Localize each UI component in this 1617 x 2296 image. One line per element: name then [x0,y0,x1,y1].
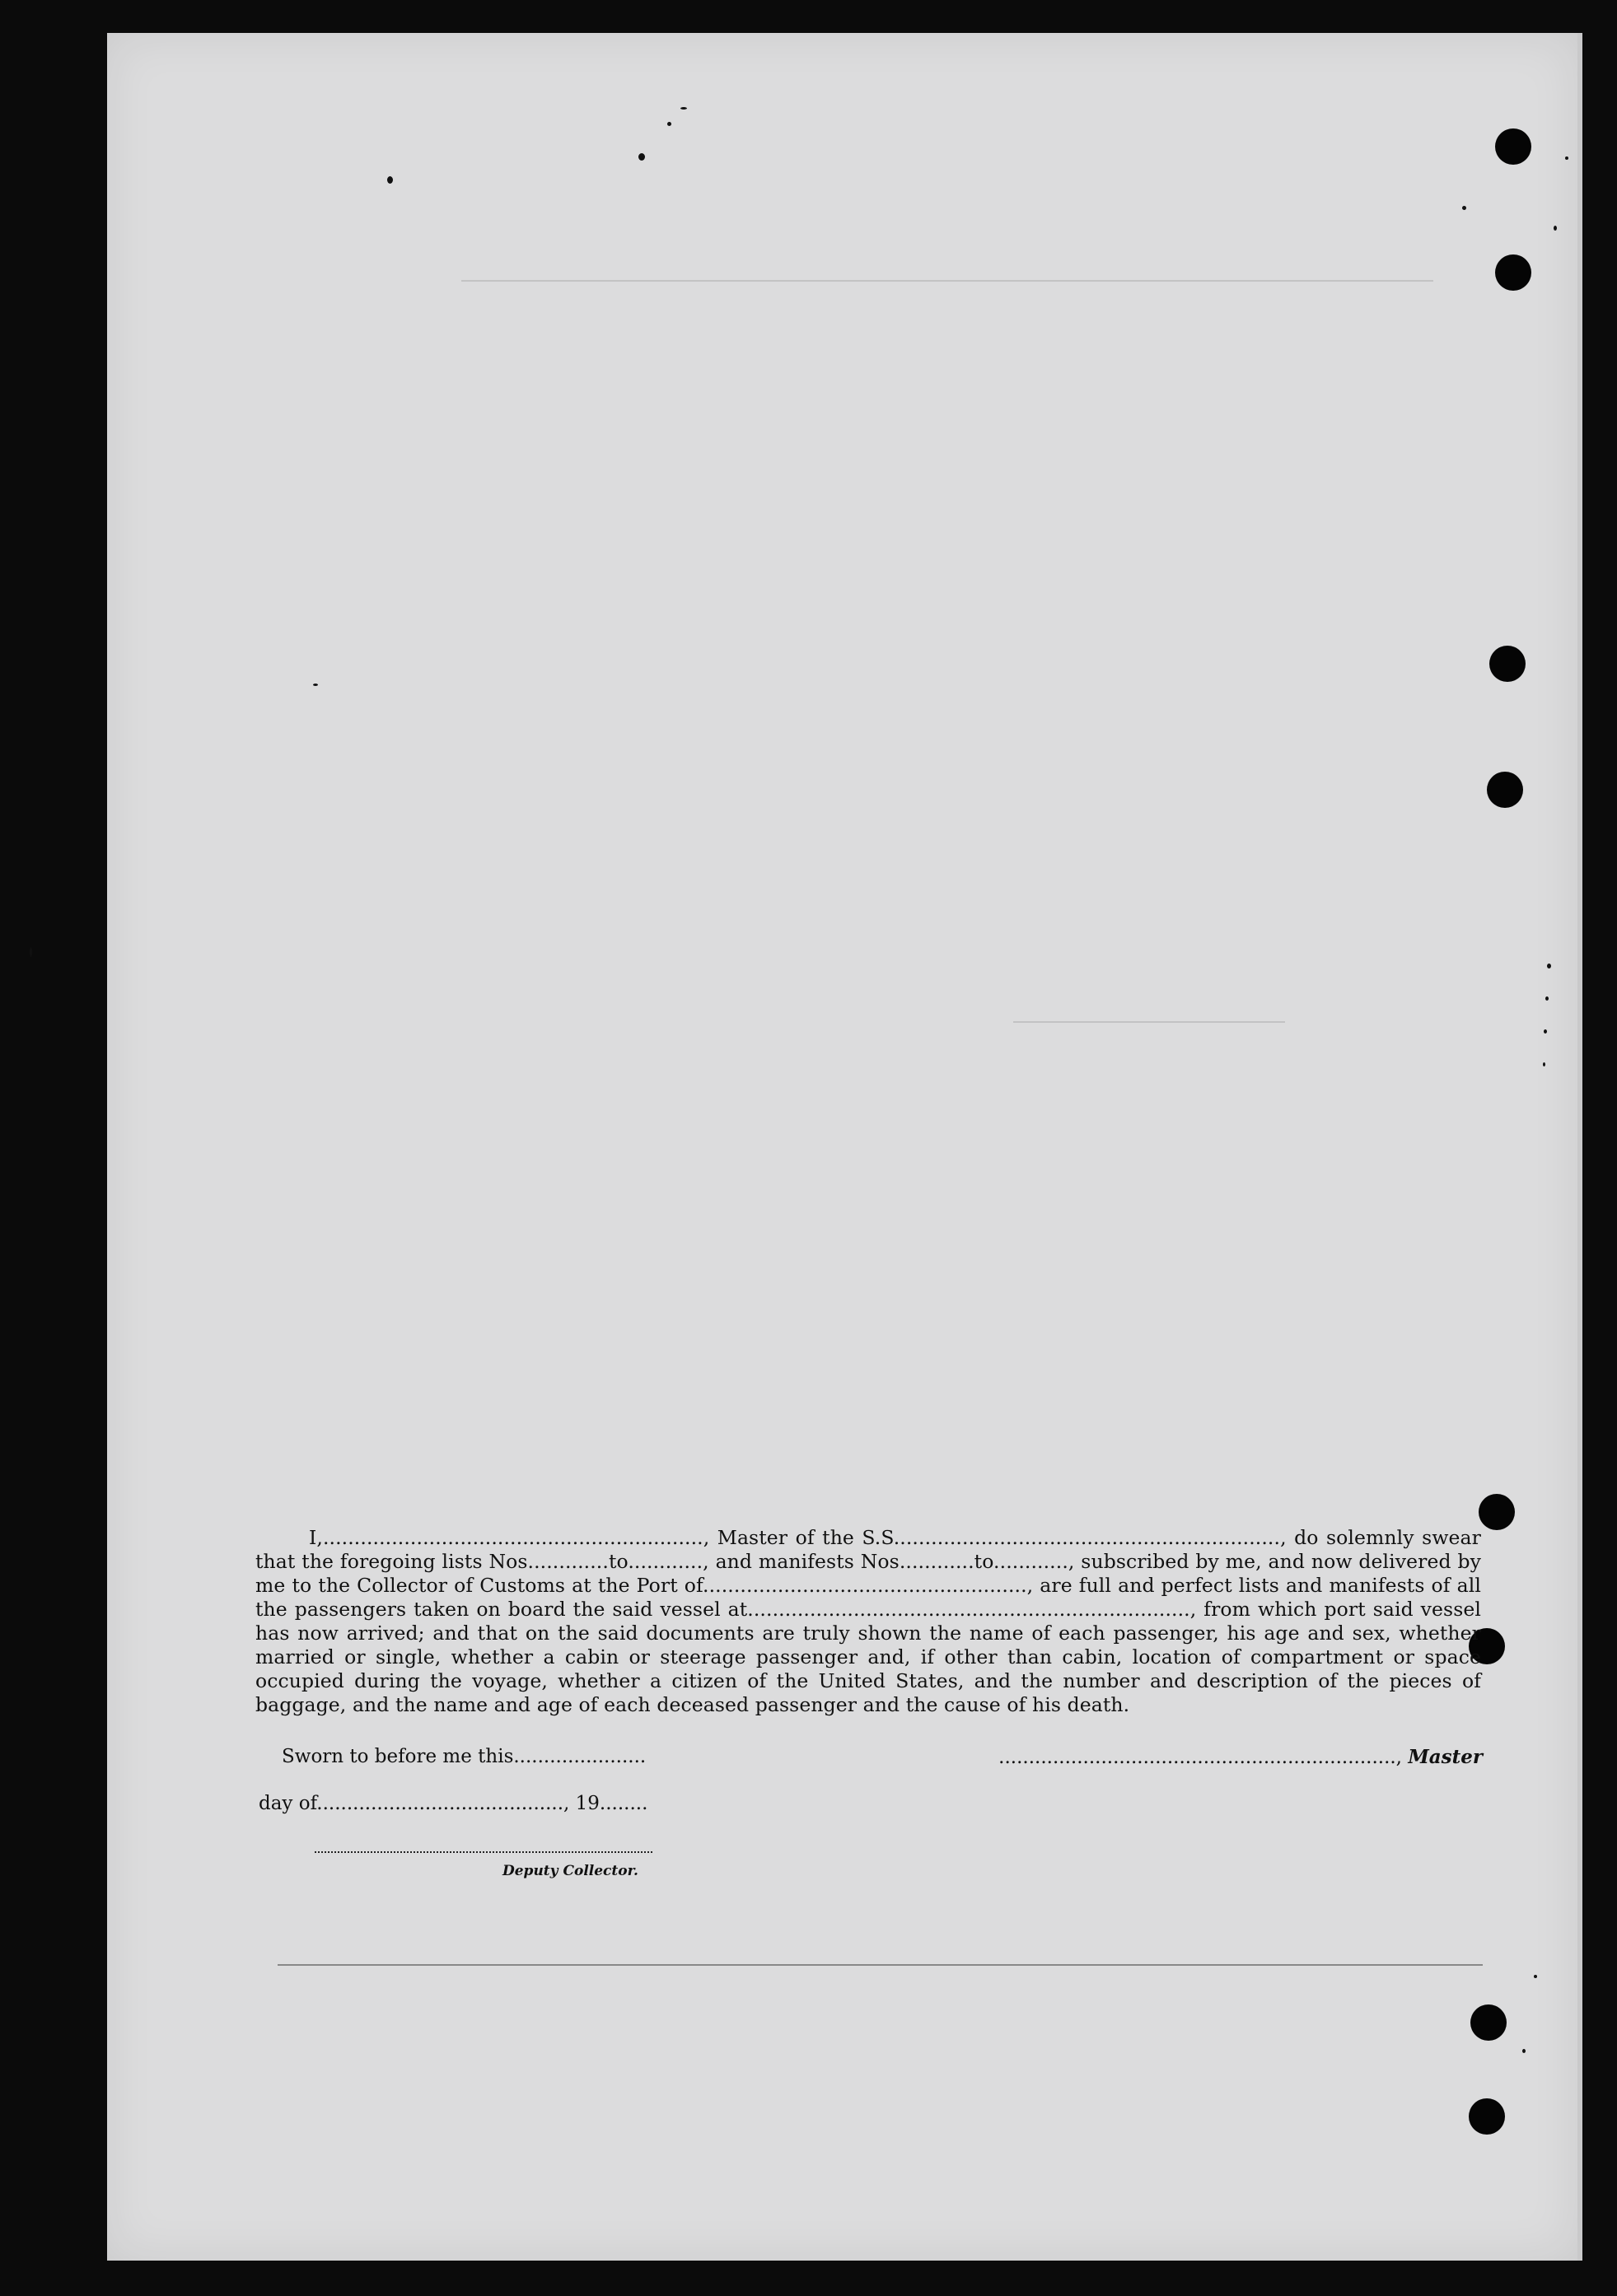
dust-speck [667,122,671,126]
binder-hole [1487,772,1523,808]
binder-hole [1495,254,1531,291]
oath-text: I,............................................................., Master of the S.S.............................................................., do solemnly swear that the foregoing lists Nos.............to............, and manifests Nos............to............, subscribed by me, and now delivered by me to the Collector of Customs at the Port of...................................................., are full and perfect lists and manifests of all the passengers taken on board the said vessel at......................................................................., from which port said vessel has now arrived; and that on the said documents are truly shown the name of each passenger, his age and sex, whether married or single, whether a cabin or steerage passenger and, if other than cabin, location of compartment or space occupied during the voyage, whether a citizen of the United States, and the number and description of the pieces of baggage, and the name and age of each deceased passenger and the cause of his death. [255,1526,1481,1716]
document-sheet [107,33,1577,2261]
master-signature-line [984,1746,1483,1768]
horizontal-rule [278,1964,1483,1966]
master-oath-paragraph [255,1526,1481,1717]
dust-speck [1565,156,1568,160]
dust-speck [313,684,318,686]
dust-speck [680,107,687,110]
dust-speck [387,176,393,184]
binder-hole [1469,2098,1505,2135]
deputy-collector-label: Deputy Collector. [502,1863,638,1879]
day-of-line: day of........................................., 19........ [259,1793,648,1814]
dust-speck [1522,2049,1526,2053]
binder-hole [1489,646,1526,682]
master-label: Master [1408,1746,1483,1768]
deputy-collector-signature-line [315,1850,652,1853]
sheet-edge [1577,33,1582,2261]
binder-hole [1479,1494,1515,1530]
dust-speck [1462,206,1466,210]
bleed-through-line [461,280,1433,282]
bleed-through-line [1013,1021,1285,1023]
dust-speck [1534,1975,1537,1978]
binder-hole [1495,128,1531,165]
dust-speck [1543,1062,1545,1066]
binder-hole [1470,2004,1507,2041]
sworn-before-line: Sworn to before me this...................... [282,1746,647,1767]
dust-speck [1554,226,1557,231]
dust-speck [1547,964,1551,968]
master-signature-dots: .................................................................., [998,1747,1402,1768]
dust-speck [1545,996,1549,1001]
dust-speck [30,947,32,957]
dust-speck [1544,1029,1547,1034]
dust-speck [638,153,645,161]
